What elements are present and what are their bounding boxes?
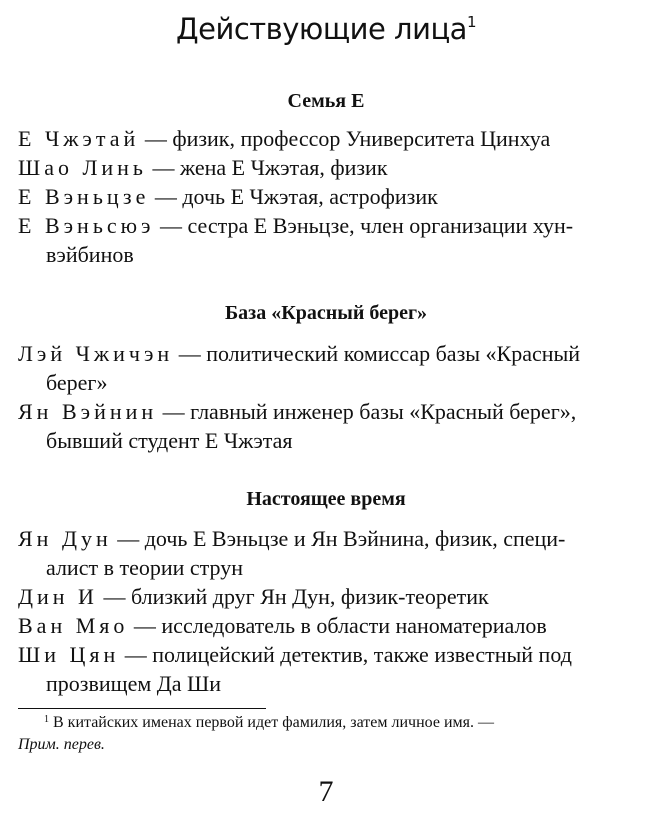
- character-name: Ян Дун: [18, 526, 112, 551]
- character-description: — близкий друг Ян Дун, физик-теоретик: [97, 584, 489, 609]
- character-entry: [18, 211, 632, 269]
- character-description: — главный инженер базы «Красный берег»,: [157, 399, 577, 424]
- character-description: — политический комиссар базы «Красный: [173, 341, 581, 366]
- section-heading-family: Семья Е: [287, 90, 365, 112]
- character-description: — сестра Е Вэньцзе, член организации хун-: [154, 213, 574, 238]
- footnote-reference: 1: [466, 13, 476, 31]
- character-name: Е Вэньцзе: [18, 184, 150, 209]
- character-name: Шао Линь: [18, 155, 147, 180]
- section-heading-base: База «Красный берег»: [224, 302, 428, 324]
- character-description-continued: алист в теории струн: [46, 555, 244, 580]
- character-name: Ши Цян: [18, 642, 120, 667]
- page-title-text: Действующие лица: [175, 12, 467, 46]
- footnote: [18, 712, 632, 756]
- character-description-continued: прозвищем Да Ши: [46, 671, 221, 696]
- character-name: Дин И: [18, 584, 98, 609]
- footnote-line: [18, 712, 632, 734]
- character-name: Ван Мяо: [18, 613, 129, 638]
- character-name: Лэй Чжичэн: [18, 341, 174, 366]
- page-number: 7: [318, 775, 334, 808]
- character-description: — дочь Е Вэньцзе и Ян Вэйнина, физик, специ-: [111, 526, 566, 551]
- page-title: [0, 12, 652, 46]
- footnote-divider: [18, 708, 266, 709]
- character-entry: [18, 397, 632, 455]
- character-entry: [18, 640, 632, 698]
- character-entry: [18, 339, 632, 397]
- footnote-text: В китайских именах первой идет фамилия, затем личное имя. —: [53, 714, 495, 731]
- character-entry: [18, 153, 632, 182]
- character-name: Е Чжэтай: [18, 126, 140, 151]
- character-description-continued: берег»: [46, 370, 108, 395]
- character-entry: [18, 611, 632, 640]
- character-description-continued: вэйбинов: [46, 242, 134, 267]
- character-description: — исследователь в области наноматериалов: [128, 613, 547, 638]
- character-description-continued: бывший студент Е Чжэтая: [46, 428, 293, 453]
- character-description: — жена Е Чжэтая, физик: [146, 155, 388, 180]
- character-name: Е Вэньсюэ: [18, 213, 155, 238]
- character-description: — полицейский детектив, также известный под: [119, 642, 572, 667]
- character-entry: [18, 182, 632, 211]
- footnote-signature: Прим. перев.: [18, 736, 105, 753]
- character-entry: [18, 582, 632, 611]
- footnote-mark: 1: [44, 714, 49, 725]
- character-entry: [18, 524, 632, 582]
- section-heading-present: Настоящее время: [246, 488, 406, 510]
- character-name: Ян Вэйнин: [18, 399, 158, 424]
- character-description: — дочь Е Чжэтая, астрофизик: [149, 184, 438, 209]
- character-entry: [18, 124, 632, 153]
- character-description: — физик, профессор Университета Цинхуа: [139, 126, 551, 151]
